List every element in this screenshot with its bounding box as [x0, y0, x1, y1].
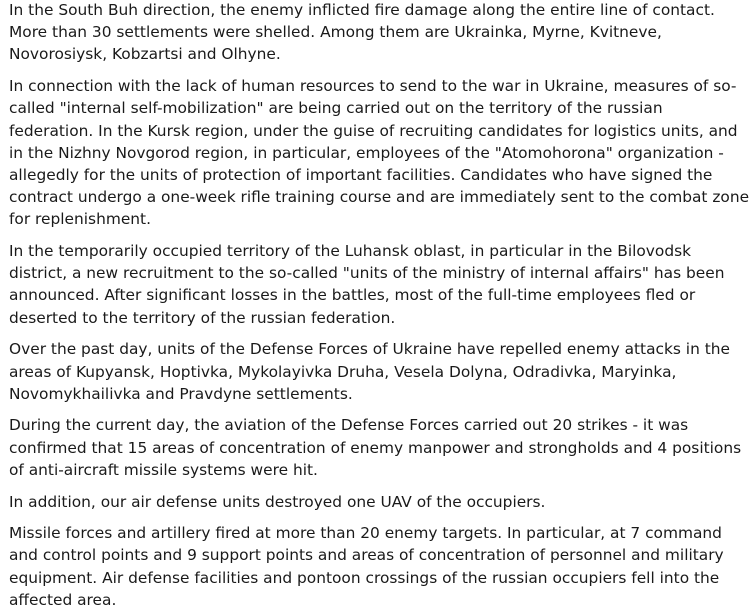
paragraph-south-buh: In the South Buh direction, the enemy inflicted fire damage along the entire line of contact. More than 30 settlements were shelled. Among them are Ukrainka, Myrne, Kvitneve, Novorosiysk, Kobzartsi and Olhyne. [9, 1, 715, 64]
paragraph-aviation-strikes: During the current day, the aviation of the Defense Forces carried out 20 strikes - it was confirmed that 15 areas of concentration of enemy manpower and strongholds and 4 positions of anti-aircraft missile systems were hit. [9, 416, 742, 479]
paragraph-air-defense: In addition, our air defense units destroyed one UAV of the occupiers. [9, 492, 546, 511]
paragraph-self-mobilization: In connection with the lack of human resources to send to the war in Ukraine, measures of so-called "internal self-mobilization" are being carried out on the territory of the russian federation. In the Kursk region, under the guise of recruiting candidates for logistics units, and in the Nizhny Novgorod region, in particular, employees of the "Atomohorona" organization - allegedly for the units of protection of important facilities. Candidates who have signed the contract undergo a one-week rifle training course and are immediately sent to the combat zone for replenishment. [9, 77, 750, 229]
paragraph-missile-artillery: Missile forces and artillery fired at more than 20 enemy targets. In particular, at 7 command and control points and 9 support points and areas of concentration of personnel and military equipment. Air defense facilities and pontoon crossings of the russian occupiers fell into the affected area. [9, 524, 724, 609]
paragraph-luhansk-recruitment: In the temporarily occupied territory of the Luhansk oblast, in particular in the Bilovodsk district, a new recruitment to the so-called "units of the ministry of internal affairs" has been announced. After significant losses in the battles, most of the full-time employees fled or deserted to the territory of the russian federation. [9, 242, 725, 327]
paragraph-repelled-attacks: Over the past day, units of the Defense Forces of Ukraine have repelled enemy attacks in the areas of Kupyansk, Hoptivka, Mykolayivka Druha, Vesela Dolyna, Odradivka, Maryinka, Novomykhailivka and Pravdyne settlements. [9, 340, 730, 403]
